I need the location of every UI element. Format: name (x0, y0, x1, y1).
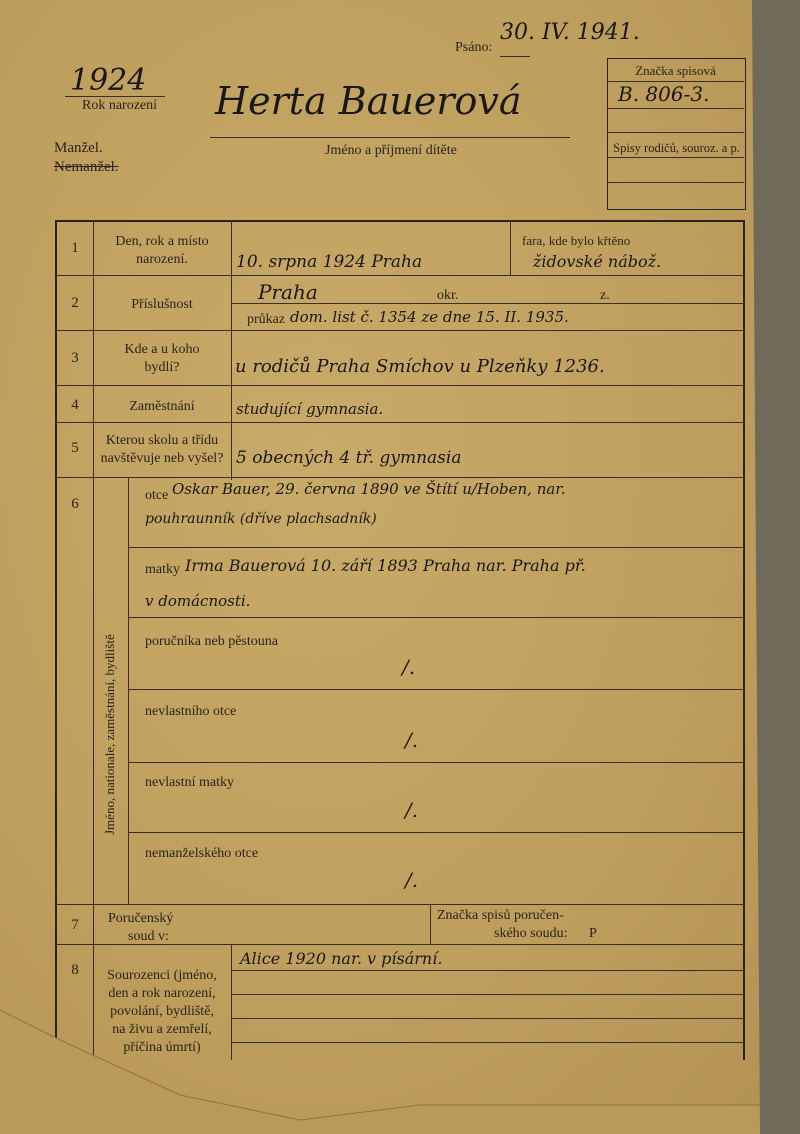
spouse-label: Manžel. (54, 140, 103, 156)
illegitimate-father-value: /. (405, 868, 419, 892)
row-2-label: Příslušnost (131, 297, 193, 312)
mother-value-1: Irma Bauerová 10. září 1893 Praha nar. Praha př. (185, 556, 586, 575)
row-5-value: 5 obecných 4 tř. gymnasia (236, 448, 462, 468)
mother-value-2: v domácnosti. (145, 592, 251, 610)
row-3-label-b: bydlí? (144, 360, 180, 375)
row-1-birth-value: 10. srpna 1924 Praha (236, 252, 423, 272)
row-2-id-value: dom. list č. 1354 ze dne 15. II. 1935. (290, 308, 569, 326)
row-1-label-a: Den, rok a místo (115, 234, 209, 249)
stepfather-label: nevlastního otce (145, 704, 237, 719)
file-mark-title: Značka spisová (635, 63, 716, 78)
row-8-label-c: povolání, bydliště, (110, 1004, 214, 1019)
father-label: otce (145, 488, 169, 503)
illegitimate-father-label: nemanželského otce (145, 846, 259, 861)
row-5-number: 5 (71, 440, 79, 456)
row-7-number: 7 (71, 917, 79, 933)
row-8-label-b: den a rok narození, (108, 986, 216, 1001)
row-8-label-d: na živu a zemřelí, (112, 1022, 212, 1037)
row-1-number: 1 (71, 240, 79, 256)
row-3-number: 3 (71, 350, 79, 366)
father-value-2: pouhraunník (dříve plachsadník) (145, 511, 377, 527)
row-1-label-b: narození. (136, 252, 188, 267)
stepfather-value: /. (405, 728, 419, 752)
row-8-label-a: Sourozenci (jméno, (107, 968, 217, 983)
row-2-okr-label: okr. (437, 288, 459, 303)
row-4-value: studující gymnasia. (236, 400, 384, 418)
row-4-number: 4 (71, 397, 79, 413)
row-8-label-e: příčina úmrtí) (123, 1040, 201, 1055)
row-2-id-label: průkaz (247, 312, 286, 327)
row-6-number: 6 (71, 496, 79, 512)
row-5-label-a: Kterou skolu a třídu (105, 433, 219, 448)
guardian-value: /. (402, 655, 416, 679)
row-2-number: 2 (71, 295, 79, 311)
written-label: Psáno: (455, 40, 493, 55)
child-name-label: Jméno a příjmení dítěte (325, 143, 457, 158)
birth-year-label: Rok narození (82, 98, 158, 113)
row-7-label-b: soud v: (128, 929, 169, 944)
stepmother-label: nevlastní matky (145, 775, 235, 790)
stepmother-value: /. (405, 798, 419, 822)
nonspouse-label: Nemanžel. (54, 159, 119, 175)
row-4-label: Zaměstnání (129, 399, 195, 414)
file-mark-value: B. 806-3. (618, 82, 710, 106)
court-mark-label-b: ského soudu: (494, 926, 568, 941)
court-mark-value: P (589, 926, 597, 941)
row-2-value: Praha (258, 280, 318, 304)
row-1-parish-label: fara, kde bylo křtěno (522, 233, 631, 248)
row-6-side-label: Jméno, nationale, zaměstnání, bydliště (102, 634, 117, 835)
father-value-1: Oskar Bauer, 29. června 1890 ve Štítí u/Hoben, nar. (172, 480, 566, 498)
row-3-value: u rodičů Praha Smíchov u Plzeňky 1236. (235, 356, 605, 377)
row-1-parish-value: židovské nábož. (533, 252, 662, 271)
mother-label: matky (145, 562, 180, 577)
birth-year-value: 1924 (70, 63, 147, 98)
row-8-number: 8 (71, 962, 79, 978)
row-7-label-a: Poručenský (108, 911, 174, 926)
row-5-label-b: navštěvuje neb vyšel? (100, 451, 224, 466)
row-8-value: Alice 1920 nar. v písární. (240, 949, 443, 968)
guardian-label: poručníka neb pěstouna (145, 634, 278, 649)
child-name-value: Herta Bauerová (215, 79, 522, 123)
parents-files-label: Spisy rodičů, souroz. a p. (613, 141, 740, 155)
row-2-z-label: z. (600, 288, 610, 303)
row-3-label-a: Kde a u koho (124, 342, 200, 357)
court-mark-label-a: Značka spisů poručen- (437, 908, 564, 923)
written-date: 30. IV. 1941. (500, 20, 640, 45)
